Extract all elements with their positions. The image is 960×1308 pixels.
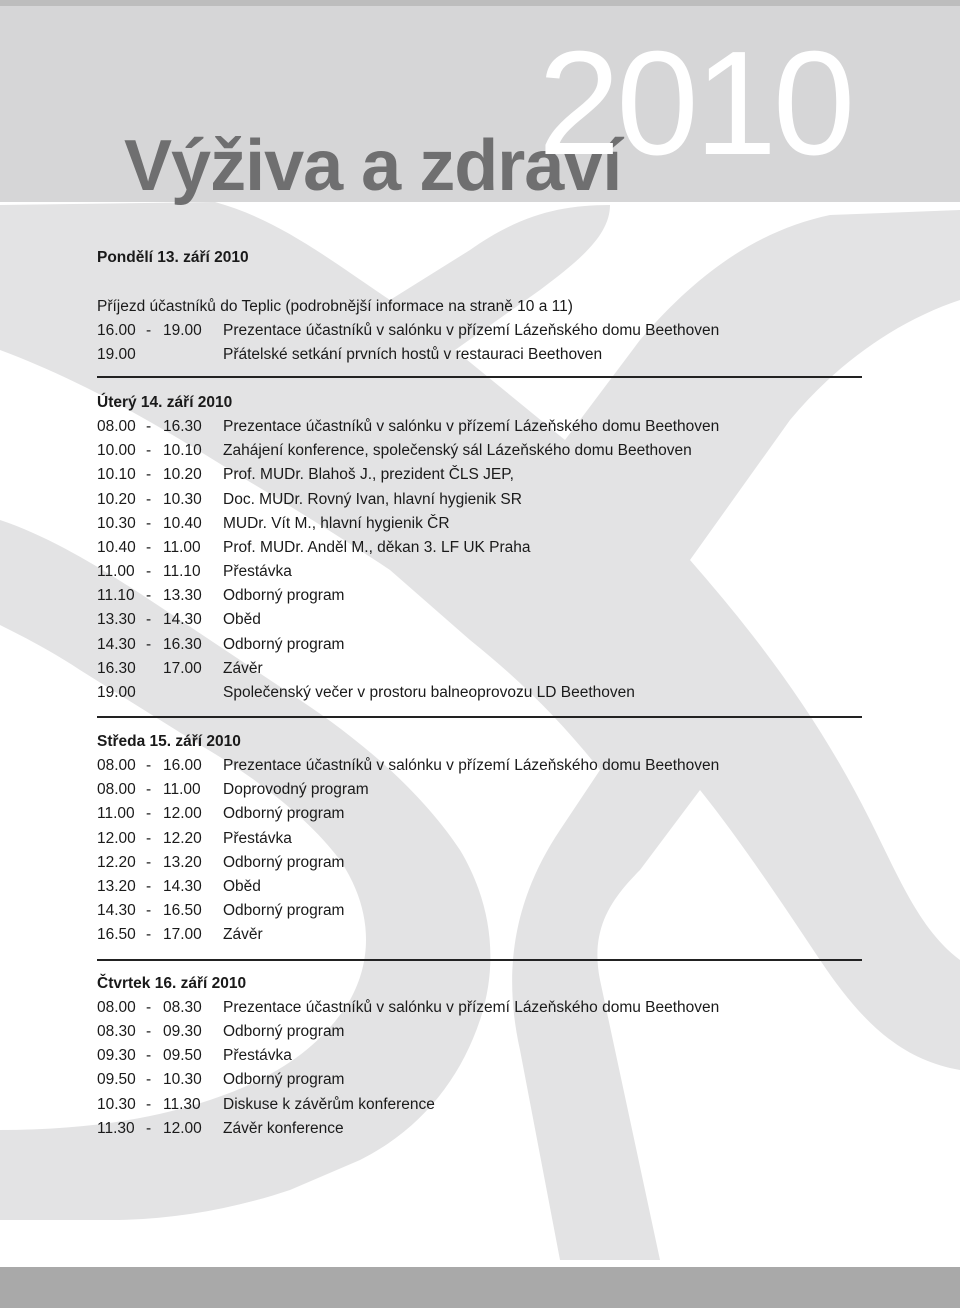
- time-dash: -: [146, 1047, 152, 1064]
- section-divider: [97, 959, 862, 961]
- end-time: 14.30: [163, 878, 202, 895]
- end-time: 13.20: [163, 854, 202, 871]
- start-time: 19.00: [97, 684, 136, 701]
- start-time: 11.30: [97, 1120, 135, 1137]
- end-time: 12.00: [163, 1120, 202, 1137]
- time-dash: -: [146, 878, 152, 895]
- start-time: 10.40: [97, 539, 136, 556]
- section-divider: [97, 376, 862, 378]
- end-time: 10.30: [163, 491, 202, 508]
- end-time: 09.30: [163, 1023, 202, 1040]
- event-description: Zahájení konference, společenský sál Lázeňského domu Beethoven: [223, 442, 692, 459]
- time-dash: -: [146, 636, 152, 653]
- time-dash: -: [146, 491, 152, 508]
- time-dash: -: [146, 611, 152, 628]
- start-time: 12.20: [97, 854, 136, 871]
- day-intro: Příjezd účastníků do Teplic (podrobnější informace na straně 10 a 11): [97, 298, 573, 315]
- time-dash: -: [146, 1120, 152, 1137]
- end-time: 11.00: [163, 781, 201, 798]
- start-time: 08.00: [97, 999, 136, 1016]
- time-dash: -: [146, 926, 152, 943]
- time-dash: -: [146, 322, 152, 339]
- end-time: 14.30: [163, 611, 202, 628]
- event-description: Odborný program: [223, 902, 345, 919]
- event-description: Přestávka: [223, 563, 292, 580]
- start-time: 14.30: [97, 902, 136, 919]
- start-time: 09.50: [97, 1071, 136, 1088]
- start-time: 08.00: [97, 757, 136, 774]
- end-time: 19.00: [163, 322, 202, 339]
- footer-band: [0, 1267, 960, 1308]
- end-time: 11.10: [163, 563, 201, 580]
- start-time: 13.30: [97, 611, 136, 628]
- time-dash: -: [146, 1096, 152, 1113]
- event-description: Závěr: [223, 660, 263, 677]
- event-description: Prof. MUDr. Anděl M., děkan 3. LF UK Praha: [223, 539, 531, 556]
- start-time: 11.10: [97, 587, 135, 604]
- event-description: Společenský večer v prostoru balneoprovozu LD Beethoven: [223, 684, 635, 701]
- event-description: Prezentace účastníků v salónku v přízemí Lázeňského domu Beethoven: [223, 999, 720, 1016]
- end-time: 12.00: [163, 805, 202, 822]
- event-description: Závěr konference: [223, 1120, 344, 1137]
- event-description: Přestávka: [223, 1047, 292, 1064]
- day-title-thursday: Čtvrtek 16. září 2010: [97, 975, 247, 992]
- event-description: Prezentace účastníků v salónku v přízemí Lázeňského domu Beethoven: [223, 322, 720, 339]
- start-time: 11.00: [97, 805, 135, 822]
- event-description: Doc. MUDr. Rovný Ivan, hlavní hygienik SR: [223, 491, 522, 508]
- end-time: 12.20: [163, 830, 202, 847]
- start-time: 13.20: [97, 878, 136, 895]
- time-dash: -: [146, 563, 152, 580]
- event-description: Odborný program: [223, 805, 345, 822]
- event-description: Prezentace účastníků v salónku v přízemí Lázeňského domu Beethoven: [223, 757, 720, 774]
- end-time: 16.50: [163, 902, 202, 919]
- time-dash: -: [146, 999, 152, 1016]
- start-time: 16.50: [97, 926, 136, 943]
- start-time: 08.30: [97, 1023, 136, 1040]
- time-dash: -: [146, 757, 152, 774]
- event-description: Odborný program: [223, 1071, 345, 1088]
- start-time: 10.30: [97, 1096, 136, 1113]
- start-time: 08.00: [97, 781, 136, 798]
- start-time: 08.00: [97, 418, 136, 435]
- time-dash: -: [146, 781, 152, 798]
- start-time: 10.20: [97, 491, 136, 508]
- time-dash: -: [146, 830, 152, 847]
- end-time: 17.00: [163, 660, 202, 677]
- time-dash: -: [146, 466, 152, 483]
- event-description: Doprovodný program: [223, 781, 369, 798]
- event-description: Prezentace účastníků v salónku v přízemí Lázeňského domu Beethoven: [223, 418, 720, 435]
- start-time: 09.30: [97, 1047, 136, 1064]
- day-title-monday: Pondělí 13. září 2010: [97, 249, 249, 266]
- event-description: Prof. MUDr. Blahoš J., prezident ČLS JEP,: [223, 466, 514, 483]
- event-description: Přátelské setkání prvních hostů v restauraci Beethoven: [223, 346, 603, 363]
- event-description: Odborný program: [223, 636, 345, 653]
- event-description: Odborný program: [223, 854, 345, 871]
- time-dash: -: [146, 805, 152, 822]
- start-time: 12.00: [97, 830, 136, 847]
- section-divider: [97, 716, 862, 718]
- end-time: 10.20: [163, 466, 202, 483]
- event-description: Odborný program: [223, 587, 345, 604]
- day-title-tuesday: Úterý 14. září 2010: [97, 394, 233, 411]
- end-time: 13.30: [163, 587, 202, 604]
- event-description: Závěr: [223, 926, 263, 943]
- end-time: 08.30: [163, 999, 202, 1016]
- start-time: 10.00: [97, 442, 136, 459]
- event-description: Oběd: [223, 611, 261, 628]
- end-time: 11.30: [163, 1096, 201, 1113]
- end-time: 10.10: [163, 442, 202, 459]
- event-description: Odborný program: [223, 1023, 345, 1040]
- start-time: 10.10: [97, 466, 136, 483]
- start-time: 19.00: [97, 346, 136, 363]
- end-time: 09.50: [163, 1047, 202, 1064]
- end-time: 17.00: [163, 926, 202, 943]
- time-dash: -: [146, 539, 152, 556]
- end-time: 10.30: [163, 1071, 202, 1088]
- end-time: 16.30: [163, 418, 202, 435]
- start-time: 16.00: [97, 322, 136, 339]
- day-title-wednesday: Středa 15. září 2010: [97, 733, 241, 750]
- time-dash: -: [146, 1023, 152, 1040]
- event-description: Oběd: [223, 878, 261, 895]
- time-dash: -: [146, 587, 152, 604]
- time-dash: -: [146, 1071, 152, 1088]
- end-time: 10.40: [163, 515, 202, 532]
- time-dash: -: [146, 418, 152, 435]
- year-label: 2010: [538, 21, 852, 186]
- time-dash: -: [146, 515, 152, 532]
- start-time: 16.30: [97, 660, 136, 677]
- time-dash: -: [146, 902, 152, 919]
- event-description: Diskuse k závěrům konference: [223, 1096, 435, 1113]
- page-title: Výživa a zdraví: [124, 126, 622, 206]
- start-time: 10.30: [97, 515, 136, 532]
- start-time: 14.30: [97, 636, 136, 653]
- event-description: MUDr. Vít M., hlavní hygienik ČR: [223, 515, 450, 532]
- end-time: 16.00: [163, 757, 202, 774]
- time-dash: -: [146, 854, 152, 871]
- end-time: 16.30: [163, 636, 202, 653]
- start-time: 11.00: [97, 563, 135, 580]
- time-dash: -: [146, 442, 152, 459]
- end-time: 11.00: [163, 539, 201, 556]
- event-description: Přestávka: [223, 830, 292, 847]
